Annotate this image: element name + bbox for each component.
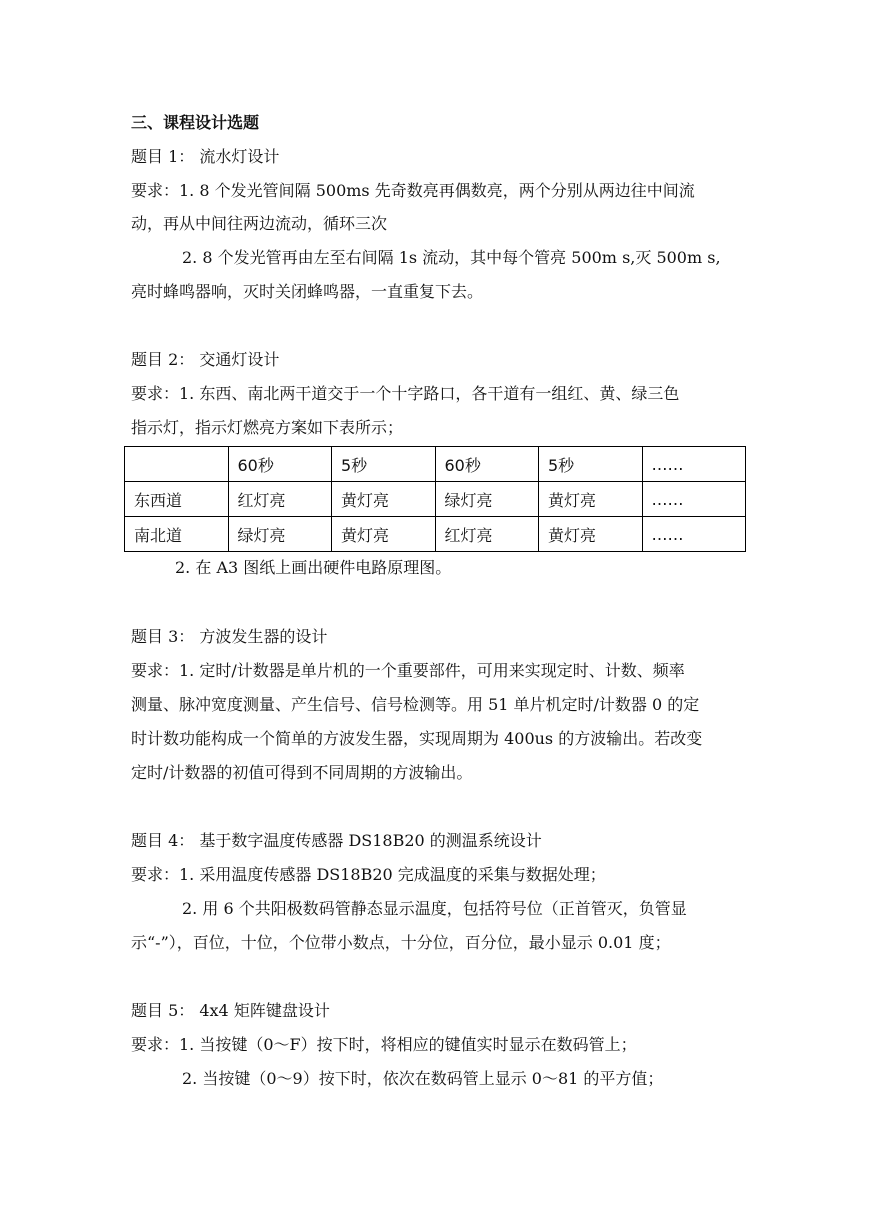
table-cell: …… [642,447,746,482]
topic-1-requirement-line: 动，再从中间往两边流动，循环三次 [131,214,388,233]
table-header-row [125,447,746,482]
table-cell: 黄灯亮 [539,517,643,552]
topic-5-requirement-line: 要求：1. 当按键（0～F）按下时，将相应的键值实时显示在数码管上； [131,1035,637,1054]
topic-3-requirement-line: 测量、脉冲宽度测量、产生信号、信号检测等。用 51 单片机定时/计数器 0 的定 [131,695,700,714]
topic-3-title: 题目 3： 方波发生器的设计 [131,627,328,646]
table-cell: 5秒 [539,447,643,482]
topic-4-title: 题目 4： 基于数字温度传感器 DS18B20 的测温系统设计 [131,831,542,850]
topic-1-requirement-line: 要求：1. 8 个发光管间隔 500ms 先奇数亮再偶数亮，两个分别从两边往中间流 [131,181,695,200]
topic-1-title: 题目 1： 流水灯设计 [131,147,280,166]
topic-2-title: 题目 2： 交通灯设计 [131,350,280,369]
topic-1-requirement-line: 2. 8 个发光管再由左至右间隔 1s 流动，其中每个管亮 500m s,灭 500m s, [182,248,721,267]
table-row [125,482,746,517]
table-cell: 60秒 [228,447,332,482]
table-cell: 南北道 [125,517,229,552]
topic-2-requirement-line: 要求：1. 东西、南北两干道交于一个十字路口，各干道有一组红、黄、绿三色 [131,384,680,403]
section-title: 三、课程设计选题 [131,113,260,132]
table-cell: 绿灯亮 [435,482,539,517]
topic-3-requirement-line: 定时/计数器的初值可得到不同周期的方波输出。 [131,763,473,782]
topic-3-requirement-line: 要求：1. 定时/计数器是单片机的一个重要部件，可用来实现定时、计数、频率 [131,661,685,680]
topic-5-title: 题目 5： 4x4 矩阵键盘设计 [131,1001,330,1020]
table-cell: 60秒 [435,447,539,482]
table-cell: 红灯亮 [228,482,332,517]
table-cell: …… [642,482,746,517]
table-cell: 绿灯亮 [228,517,332,552]
topic-5-requirement-line: 2. 当按键（0～9）按下时，依次在数码管上显示 0～81 的平方值； [182,1069,664,1088]
topic-4-requirement-line: 示“-”），百位，十位，个位带小数点，十分位，百分位，最小显示 0.01 度； [131,933,671,952]
topic-3-requirement-line: 时计数功能构成一个简单的方波发生器，实现周期为 400us 的方波输出。若改变 [131,729,703,748]
table-cell: 东西道 [125,482,229,517]
topic-2-requirement-line: 2. 在 A3 图纸上画出硬件电路原理图。 [175,558,452,577]
table-cell: 黄灯亮 [539,482,643,517]
topic-4-requirement-line: 2. 用 6 个共阳极数码管静态显示温度，包括符号位（正首管灭，负管显 [182,899,687,918]
table-cell: …… [642,517,746,552]
table-cell: 红灯亮 [435,517,539,552]
topic-4-requirement-line: 要求：1. 采用温度传感器 DS18B20 完成温度的采集与数据处理； [131,865,606,884]
table-cell [125,447,229,482]
table-cell: 5秒 [332,447,436,482]
table-cell: 黄灯亮 [332,482,436,517]
traffic-light-table [124,446,746,552]
table-cell: 黄灯亮 [332,517,436,552]
topic-1-requirement-line: 亮时蜂鸣器响，灭时关闭蜂鸣器，一直重复下去。 [131,282,484,301]
topic-2-requirement-line: 指示灯，指示灯燃亮方案如下表所示； [131,418,404,437]
table-row [125,517,746,552]
